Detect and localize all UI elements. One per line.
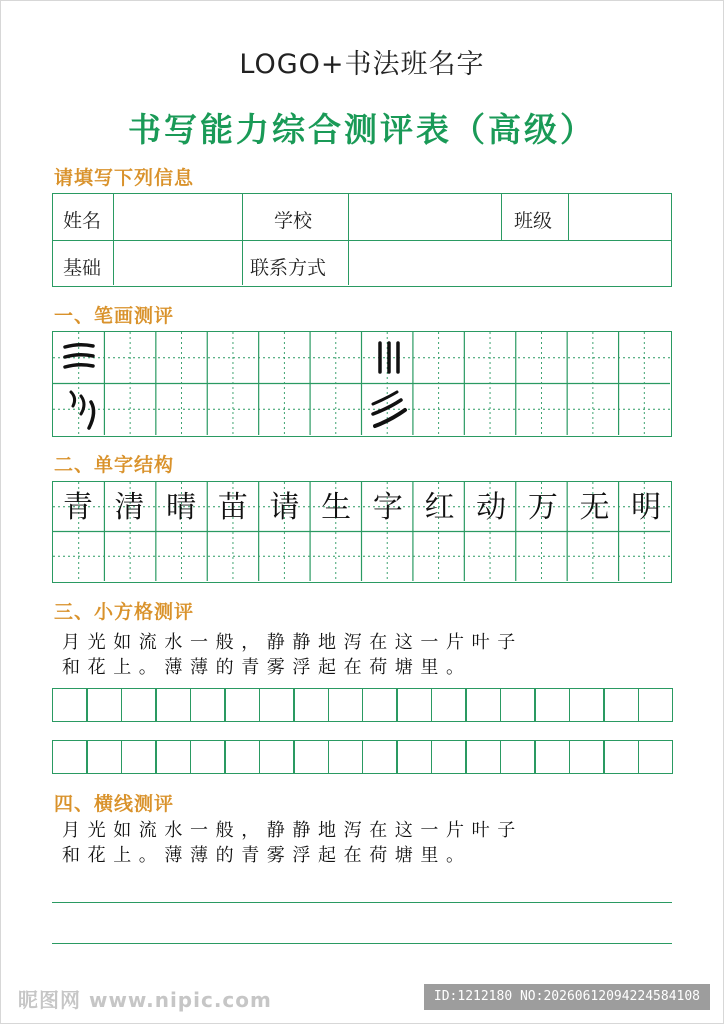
small-grid-box[interactable] bbox=[465, 740, 501, 774]
small-grid-box[interactable] bbox=[121, 688, 157, 722]
stroke-section-heading: 一、笔画测评 bbox=[54, 305, 175, 327]
small-grid-box[interactable] bbox=[534, 740, 570, 774]
small-grid-box-row[interactable] bbox=[52, 740, 672, 774]
small-grid-box[interactable] bbox=[121, 740, 157, 774]
small-grid-box[interactable] bbox=[465, 688, 501, 722]
small-grid-box[interactable] bbox=[190, 688, 226, 722]
small-grid-box[interactable] bbox=[500, 740, 536, 774]
small-grid-section-heading: 三、小方格测评 bbox=[54, 601, 195, 623]
model-character: 无 bbox=[579, 490, 610, 525]
model-character: 苗 bbox=[217, 490, 248, 525]
info-section-heading: 请填写下列信息 bbox=[54, 167, 195, 189]
small-grid-passage-line-2: 和花上。薄薄的青雾浮起在荷塘里。 bbox=[62, 657, 472, 678]
contact-field[interactable] bbox=[350, 242, 669, 283]
school-field[interactable] bbox=[350, 196, 499, 238]
small-grid-box[interactable] bbox=[396, 688, 432, 722]
three-vertical-strokes-icon bbox=[371, 338, 407, 378]
image-id-watermark: ID:1212180 NO:20260612094224584108 bbox=[424, 984, 710, 1010]
model-character: 明 bbox=[631, 490, 662, 525]
small-grid-box[interactable] bbox=[86, 688, 122, 722]
model-character: 清 bbox=[114, 490, 145, 525]
name-label: 姓名 bbox=[63, 210, 102, 232]
info-table bbox=[52, 193, 672, 287]
small-grid-box[interactable] bbox=[603, 688, 639, 722]
small-grid-box[interactable] bbox=[224, 688, 260, 722]
basis-label: 基础 bbox=[63, 257, 102, 279]
contact-label: 联系方式 bbox=[250, 257, 327, 279]
lined-section-heading: 四、横线测评 bbox=[54, 793, 175, 815]
small-grid-box[interactable] bbox=[52, 740, 88, 774]
class-field[interactable] bbox=[570, 196, 669, 238]
small-grid-passage-line-1: 月光如流水一般，静静地泻在这一片叶子 bbox=[62, 632, 523, 653]
info-col-divider bbox=[568, 194, 569, 240]
school-label: 学校 bbox=[274, 210, 313, 232]
character-section-heading: 二、单字结构 bbox=[54, 454, 175, 476]
lined-passage-line-2: 和花上。薄薄的青雾浮起在荷塘里。 bbox=[62, 845, 472, 866]
small-grid-box[interactable] bbox=[190, 740, 226, 774]
small-grid-box[interactable] bbox=[293, 688, 329, 722]
small-grid-box[interactable] bbox=[638, 688, 674, 722]
info-col-divider bbox=[348, 194, 349, 285]
stroke-grid-lines bbox=[53, 332, 673, 438]
small-grid-box[interactable] bbox=[362, 740, 398, 774]
writing-line[interactable] bbox=[52, 943, 672, 944]
three-horizontal-strokes-icon bbox=[61, 338, 97, 378]
model-character: 红 bbox=[424, 490, 455, 525]
site-watermark: 昵图网 www.nipic.com bbox=[18, 988, 272, 1012]
small-grid-box[interactable] bbox=[86, 740, 122, 774]
small-grid-box[interactable] bbox=[155, 688, 191, 722]
small-grid-box[interactable] bbox=[259, 740, 295, 774]
model-character: 请 bbox=[269, 490, 300, 525]
writing-line[interactable] bbox=[52, 902, 672, 903]
small-grid-box[interactable] bbox=[569, 688, 605, 722]
small-grid-box[interactable] bbox=[328, 688, 364, 722]
small-grid-box-row[interactable] bbox=[52, 688, 672, 722]
small-grid-box[interactable] bbox=[293, 740, 329, 774]
info-col-divider bbox=[113, 194, 114, 285]
name-field[interactable] bbox=[115, 196, 240, 238]
small-grid-box[interactable] bbox=[328, 740, 364, 774]
small-grid-box[interactable] bbox=[431, 740, 467, 774]
model-character: 动 bbox=[476, 490, 507, 525]
small-grid-box[interactable] bbox=[569, 740, 605, 774]
page-title: 书写能力综合测评表（高级） bbox=[128, 110, 596, 149]
class-label: 班级 bbox=[514, 210, 553, 232]
small-grid-box[interactable] bbox=[534, 688, 570, 722]
small-grid-box[interactable] bbox=[362, 688, 398, 722]
model-character-row bbox=[52, 484, 672, 532]
basis-field[interactable] bbox=[115, 242, 240, 283]
logo-class-name: LOGO+书法班名字 bbox=[239, 49, 485, 80]
small-grid-box[interactable] bbox=[500, 688, 536, 722]
small-grid-box[interactable] bbox=[224, 740, 260, 774]
small-grid-box[interactable] bbox=[396, 740, 432, 774]
small-grid-box[interactable] bbox=[52, 688, 88, 722]
model-character: 青 bbox=[62, 490, 93, 525]
model-character: 字 bbox=[372, 490, 403, 525]
model-character: 晴 bbox=[166, 490, 197, 525]
info-col-divider bbox=[242, 194, 243, 285]
lined-passage-line-1: 月光如流水一般，静静地泻在这一片叶子 bbox=[62, 820, 523, 841]
info-table-divider bbox=[53, 240, 671, 241]
small-grid-box[interactable] bbox=[431, 688, 467, 722]
stroke-practice-grid[interactable] bbox=[52, 331, 672, 437]
model-character: 生 bbox=[321, 490, 352, 525]
model-character: 万 bbox=[527, 490, 558, 525]
three-left-falling-strokes-icon bbox=[61, 388, 101, 432]
small-grid-box[interactable] bbox=[259, 688, 295, 722]
three-right-falling-strokes-icon bbox=[369, 388, 409, 432]
small-grid-box[interactable] bbox=[638, 740, 674, 774]
small-grid-box[interactable] bbox=[155, 740, 191, 774]
info-col-divider bbox=[501, 194, 502, 240]
small-grid-box[interactable] bbox=[603, 740, 639, 774]
